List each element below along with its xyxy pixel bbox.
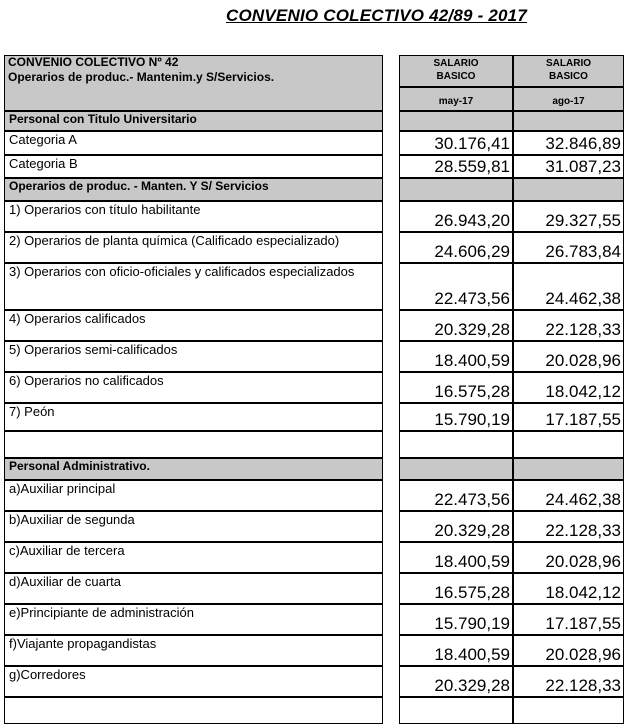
- section-spacer: [399, 458, 513, 480]
- section-spacer: [399, 111, 513, 131]
- salary-ago: 29.327,55: [513, 201, 624, 232]
- salary-ago: 22.128,33: [513, 310, 624, 341]
- salary-may: 24.606,29: [399, 232, 513, 263]
- salary-ago: 24.462,38: [513, 480, 624, 511]
- salary-ago: 18.042,12: [513, 573, 624, 604]
- salary-ago: 31.087,23: [513, 155, 624, 178]
- blank-row: [399, 431, 513, 458]
- salary-may: 30.176,41: [399, 131, 513, 155]
- row-label: a)Auxiliar principal: [4, 480, 383, 511]
- salary-may: 18.400,59: [399, 635, 513, 666]
- salary-ago: 17.187,55: [513, 604, 624, 635]
- salary-may: 16.575,28: [399, 573, 513, 604]
- salary-ago: 18.042,12: [513, 372, 624, 403]
- row-label: f)Viajante propagandistas: [4, 635, 383, 666]
- salary-may: 20.329,28: [399, 310, 513, 341]
- salary-may: 16.575,28: [399, 372, 513, 403]
- row-label: 1) Operarios con título habilitante: [4, 201, 383, 232]
- section-spacer: [513, 178, 624, 201]
- row-label: Categoria A: [4, 131, 383, 155]
- row-label: 4) Operarios calificados: [4, 310, 383, 341]
- col-title-line1: SALARIO: [546, 58, 591, 69]
- salary-ago: 20.028,96: [513, 542, 624, 573]
- blank-row: [4, 431, 383, 458]
- salary-ago: 20.028,96: [513, 635, 624, 666]
- salary-may: 18.400,59: [399, 542, 513, 573]
- row-label: c)Auxiliar de tercera: [4, 542, 383, 573]
- section-title: Operarios de produc. - Manten. Y S/ Servicios: [4, 178, 383, 201]
- salary-ago: 32.846,89: [513, 131, 624, 155]
- row-label: 3) Operarios con oficio-oficiales y calificados especializados: [4, 263, 383, 310]
- section-title: Personal Administrativo.: [4, 458, 383, 480]
- salary-may: 22.473,56: [399, 480, 513, 511]
- row-label: 7) Peón: [4, 403, 383, 431]
- salary-may: 20.329,28: [399, 666, 513, 697]
- salary-may: 20.329,28: [399, 511, 513, 542]
- salary-ago: 24.462,38: [513, 263, 624, 310]
- convenio-subtitle: Operarios de produc.- Mantenim.y S/Servicios.: [8, 70, 275, 84]
- row-label: 5) Operarios semi-calificados: [4, 341, 383, 372]
- section-spacer: [513, 111, 624, 131]
- col-title-line1: SALARIO: [433, 58, 479, 69]
- col-period-ago: ago-17: [513, 87, 624, 111]
- salary-may: 18.400,59: [399, 341, 513, 372]
- row-label: 2) Operarios de planta química (Calificado especializado): [4, 232, 383, 263]
- salary-ago: 22.128,33: [513, 511, 624, 542]
- row-label: e)Principiante de administración: [4, 604, 383, 635]
- blank-row: [513, 697, 624, 724]
- section-spacer: [513, 458, 624, 480]
- blank-row: [4, 697, 383, 724]
- document-title: CONVENIO COLECTIVO 42/89 - 2017: [226, 6, 527, 25]
- section-spacer: [399, 178, 513, 201]
- row-label: b)Auxiliar de segunda: [4, 511, 383, 542]
- salary-may: 15.790,19: [399, 604, 513, 635]
- col-period-may: may-17: [399, 87, 513, 111]
- salary-may: 15.790,19: [399, 403, 513, 431]
- row-label: d)Auxiliar de cuarta: [4, 573, 383, 604]
- salary-may: 26.943,20: [399, 201, 513, 232]
- row-label: Categoria B: [4, 155, 383, 178]
- section-title: Personal con Titulo Universitario: [4, 111, 383, 131]
- col-title-line2: BASICO: [549, 71, 588, 82]
- convenio-number: CONVENIO COLECTIVO Nº 42: [8, 55, 179, 69]
- salary-ago: 22.128,33: [513, 666, 624, 697]
- salary-may: 28.559,81: [399, 155, 513, 178]
- salary-ago: 26.783,84: [513, 232, 624, 263]
- row-label: 6) Operarios no calificados: [4, 372, 383, 403]
- salary-ago: 17.187,55: [513, 403, 624, 431]
- col-title-line2: BASICO: [436, 71, 476, 82]
- salary-ago: 20.028,96: [513, 341, 624, 372]
- salary-may: 22.473,56: [399, 263, 513, 310]
- row-label: g)Corredores: [4, 666, 383, 697]
- blank-row: [513, 431, 624, 458]
- blank-row: [399, 697, 513, 724]
